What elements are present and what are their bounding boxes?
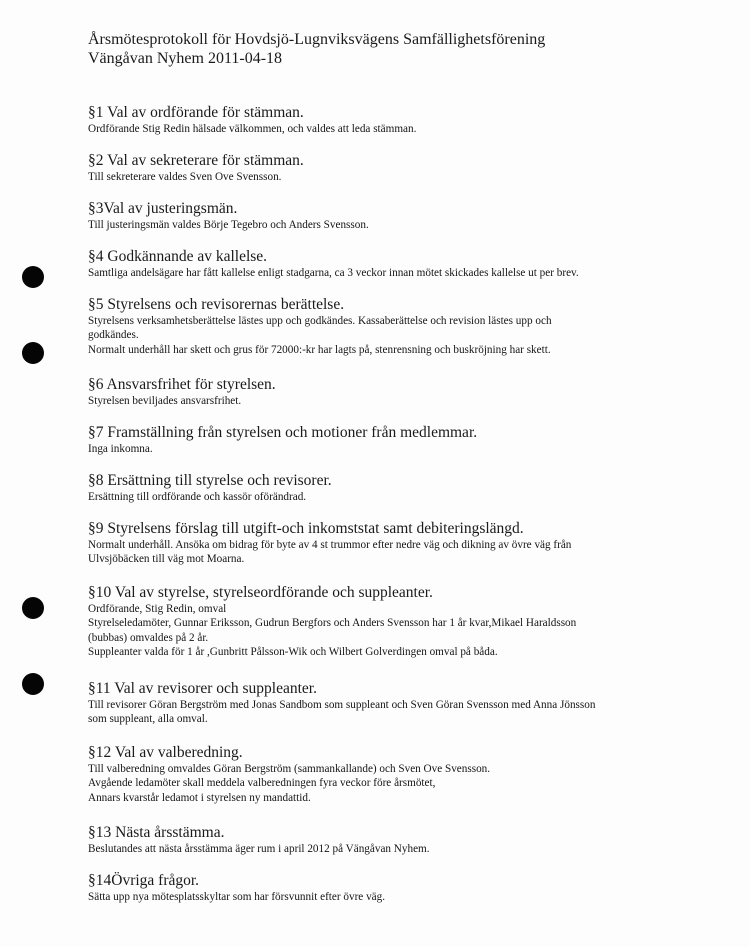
minutes-section <box>88 296 552 357</box>
section-text <box>88 170 304 184</box>
section-heading: §6 Ansvarsfrihet för styrelsen. <box>88 376 276 393</box>
minutes-section <box>88 104 416 136</box>
document-location-date: Vängåvan Nyhem 2011-04-18 <box>88 50 283 67</box>
section-text <box>88 394 276 408</box>
minutes-section <box>88 200 369 232</box>
section-text-line: Samtliga andelsägare har fått kallelse enligt stadgarna, ca 3 veckor innan mötet skickades kallelse ut per brev. <box>88 267 579 279</box>
section-text <box>88 762 490 805</box>
section-text-line: Annars kvarstår ledamot i styrelsen ny mandattid. <box>88 791 311 804</box>
section-text <box>88 122 416 136</box>
section-text-line: godkändes. <box>88 329 139 342</box>
document-title: Årsmötesprotokoll för Hovdsjö-Lugnviksvägens Samfällighetsförening <box>88 31 546 48</box>
minutes-section <box>88 520 571 567</box>
punch-hole-3 <box>22 597 44 619</box>
minutes-section <box>88 872 385 904</box>
minutes-section <box>88 424 477 456</box>
section-text-line: Normalt underhåll har skett och grus för 72000:-kr har lagts på, stenrensning och buskröjning har skett. <box>88 343 551 356</box>
section-heading: §14Övriga frågor. <box>88 872 200 889</box>
section-text-line: Ordförande, Stig Redin, omval <box>88 603 227 615</box>
minutes-section <box>88 680 595 727</box>
section-text <box>88 538 571 567</box>
section-text <box>88 890 385 904</box>
section-text <box>88 266 579 280</box>
section-heading: §11 Val av revisorer och suppleanter. <box>88 680 317 697</box>
minutes-section <box>88 472 332 504</box>
section-text <box>88 602 576 659</box>
minutes-section <box>88 584 576 659</box>
punch-hole-1 <box>22 266 44 288</box>
minutes-section <box>88 824 430 856</box>
section-text-line: Normalt underhåll. Ansöka om bidrag för byte av 4 st trummor efter nedre väg och dikning av övre väg från <box>88 539 572 551</box>
section-text-line: som suppleant, alla omval. <box>88 713 208 726</box>
section-text-line: Avgående ledamöter skall meddela valberedningen fyra veckor före årsmötet, <box>88 777 436 790</box>
section-heading: §9 Styrelsens förslag till utgift-och inkomststat samt debiteringslängd. <box>88 520 524 537</box>
section-heading: §5 Styrelsens och revisorernas berättelse. <box>88 296 345 313</box>
minutes-section <box>88 152 304 184</box>
section-text <box>88 442 477 456</box>
section-heading: §3Val av justeringsmän. <box>88 200 238 217</box>
minutes-section <box>88 248 579 280</box>
document-header <box>88 30 545 68</box>
punch-hole-4 <box>22 673 44 695</box>
section-heading: §8 Ersättning till styrelse och revisorer. <box>88 472 332 489</box>
section-text-line: Till sekreterare valdes Sven Ove Svensson. <box>88 171 282 183</box>
section-text <box>88 314 552 357</box>
section-text-line: Styrelseledamöter, Gunnar Eriksson, Gudrun Bergfors och Anders Svensson har 1 år kvar,Mikael Haraldsson <box>88 617 577 630</box>
section-text-line: Ordförande Stig Redin hälsade välkommen, och valdes att leda stämman. <box>88 123 417 135</box>
section-text-line: Styrelsens verksamhetsberättelse lästes upp och godkändes. Kassaberättelse och revision lästes upp och <box>88 315 552 327</box>
section-text <box>88 490 332 504</box>
section-text-line: Till revisorer Göran Bergström med Jonas Sandbom som suppleant och Sven Göran Svensson med Anna Jönsson <box>88 699 596 711</box>
section-text-line: Sätta upp nya mötesplatsskyltar som har försvunnit efter övre väg. <box>88 891 386 903</box>
minutes-section <box>88 376 276 408</box>
section-text-line: Styrelsen beviljades ansvarsfrihet. <box>88 395 242 407</box>
section-heading: §7 Framställning från styrelsen och motioner från medlemmar. <box>88 424 478 441</box>
section-text-line: (bubbas) omvaldes på 2 år. <box>88 631 209 644</box>
section-heading: §2 Val av sekreterare för stämman. <box>88 152 304 169</box>
section-heading: §13 Nästa årsstämma. <box>88 824 225 841</box>
section-text <box>88 218 369 232</box>
section-text <box>88 842 430 856</box>
section-text-line: Till valberedning omvaldes Göran Bergström (sammankallande) och Sven Ove Svensson. <box>88 763 491 775</box>
section-text <box>88 698 595 727</box>
minutes-section <box>88 744 490 805</box>
section-text-line: Ersättning till ordförande och kassör oförändrad. <box>88 491 307 503</box>
section-text-line: Inga inkomna. <box>88 443 153 455</box>
section-heading: §4 Godkännande av kallelse. <box>88 248 268 265</box>
punch-hole-2 <box>22 342 44 364</box>
section-text-line: Beslutandes att nästa årsstämma äger rum i april 2012 på Vängåvan Nyhem. <box>88 843 430 855</box>
section-text-line: Till justeringsmän valdes Börje Tegebro och Anders Svensson. <box>88 219 369 231</box>
section-heading: §10 Val av styrelse, styrelseordförande och suppleanter. <box>88 584 433 601</box>
section-text-line: Suppleanter valda för 1 år ,Gunbritt Pålsson-Wik och Wilbert Golverdingen omval på båda. <box>88 645 498 658</box>
section-heading: §1 Val av ordförande för stämman. <box>88 104 304 121</box>
section-text-line: Ulvsjöbäcken till väg mot Moarna. <box>88 553 245 566</box>
section-heading: §12 Val av valberedning. <box>88 744 243 761</box>
